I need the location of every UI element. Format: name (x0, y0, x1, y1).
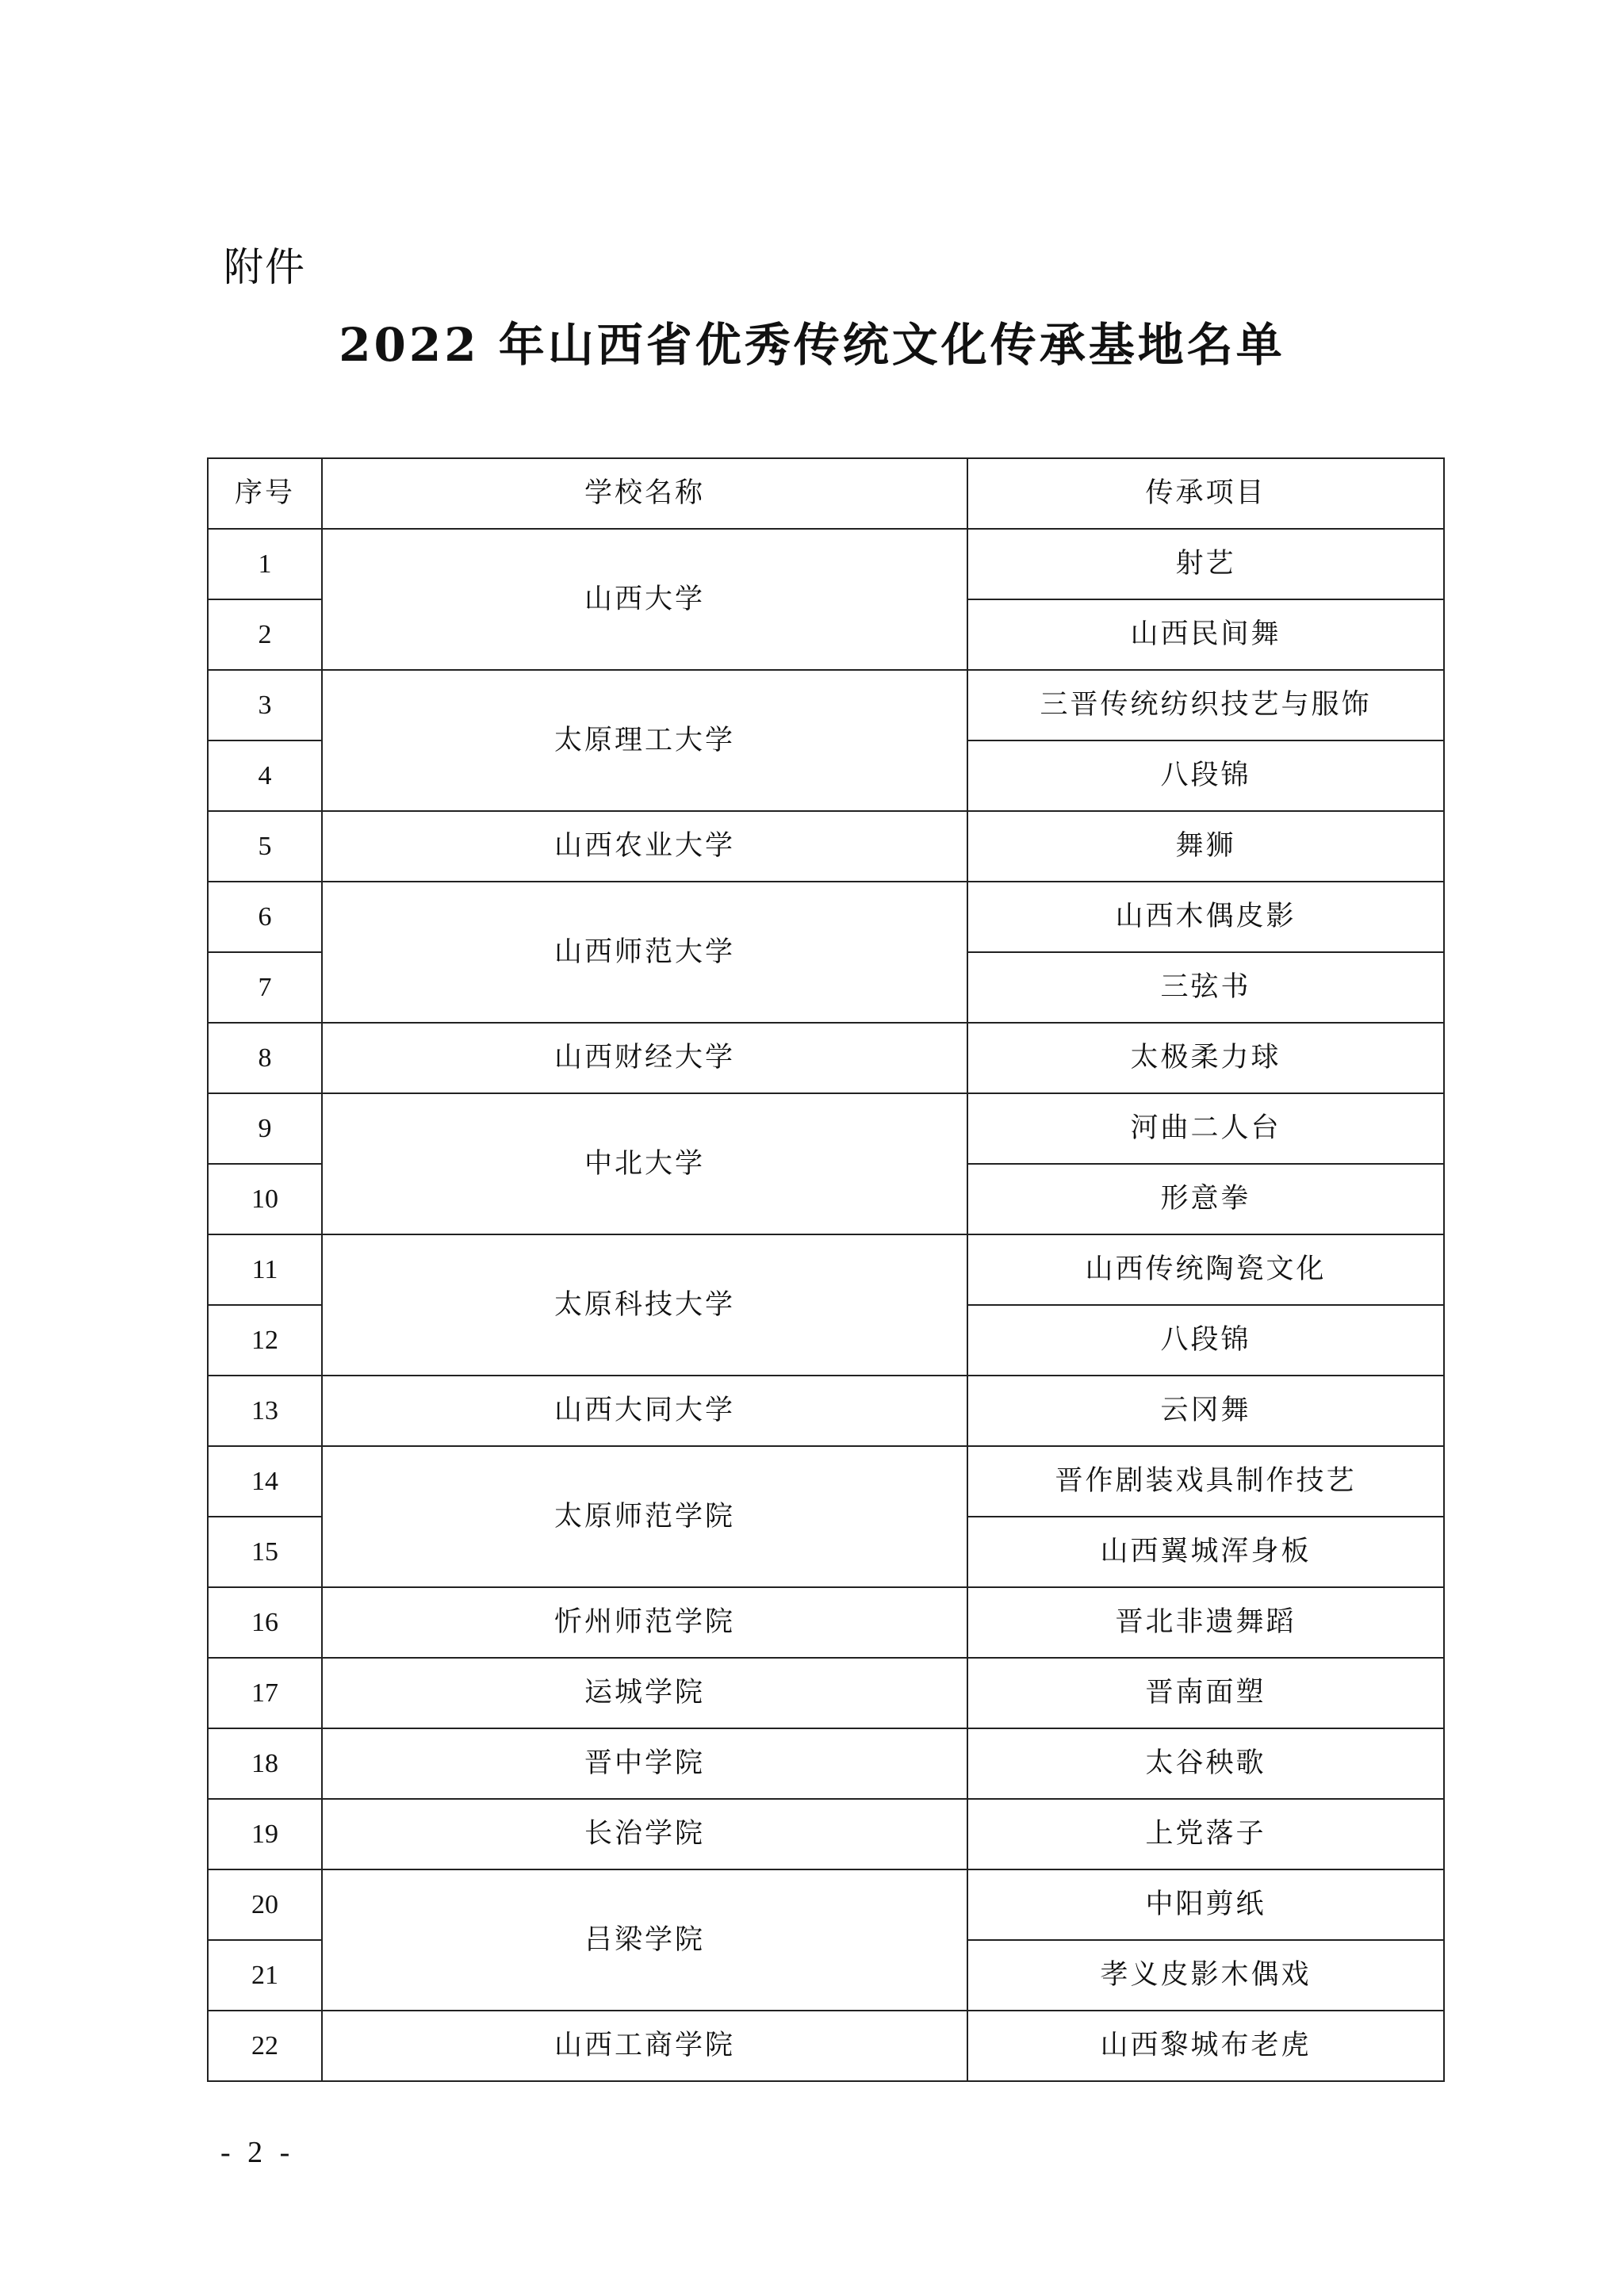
serial-number-cell: 11 (208, 1234, 322, 1305)
heritage-project-cell: 山西民间舞 (967, 599, 1444, 670)
heritage-project-cell: 八段锦 (967, 1305, 1444, 1376)
school-name-cell: 吕梁学院 (322, 1869, 967, 2011)
heritage-base-table (207, 457, 1445, 2082)
school-name-cell: 山西财经大学 (322, 1023, 967, 1093)
table-row (208, 1023, 1444, 1093)
heritage-project-cell: 上党落子 (967, 1799, 1444, 1869)
table-row (208, 1446, 1444, 1517)
serial-number-cell: 21 (208, 1940, 322, 2011)
table-row (208, 882, 1444, 952)
table-row (208, 1376, 1444, 1446)
serial-number-cell: 22 (208, 2011, 322, 2081)
header-school-name: 学校名称 (322, 458, 967, 529)
serial-number-cell: 4 (208, 740, 322, 811)
heritage-project-cell: 太极柔力球 (967, 1023, 1444, 1093)
heritage-project-cell: 山西木偶皮影 (967, 882, 1444, 952)
school-name-cell: 忻州师范学院 (322, 1587, 967, 1658)
heritage-project-cell: 晋南面塑 (967, 1658, 1444, 1728)
serial-number-cell: 19 (208, 1799, 322, 1869)
school-name-cell: 太原理工大学 (322, 670, 967, 811)
serial-number-cell: 20 (208, 1869, 322, 1940)
table-row (208, 1587, 1444, 1658)
heritage-project-cell: 晋北非遗舞蹈 (967, 1587, 1444, 1658)
serial-number-cell: 9 (208, 1093, 322, 1164)
serial-number-cell: 17 (208, 1658, 322, 1728)
school-name-cell: 太原师范学院 (322, 1446, 967, 1587)
heritage-project-cell: 孝义皮影木偶戏 (967, 1940, 1444, 2011)
heritage-project-cell: 八段锦 (967, 740, 1444, 811)
serial-number-cell: 2 (208, 599, 322, 670)
table-row (208, 1799, 1444, 1869)
serial-number-cell: 7 (208, 952, 322, 1023)
table-row (208, 1728, 1444, 1799)
school-name-cell: 运城学院 (322, 1658, 967, 1728)
heritage-project-cell: 三弦书 (967, 952, 1444, 1023)
heritage-project-cell: 太谷秧歌 (967, 1728, 1444, 1799)
heritage-project-cell: 晋作剧装戏具制作技艺 (967, 1446, 1444, 1517)
serial-number-cell: 14 (208, 1446, 322, 1517)
heritage-project-cell: 山西黎城布老虎 (967, 2011, 1444, 2081)
heritage-project-cell: 山西翼城浑身板 (967, 1517, 1444, 1587)
school-name-cell: 山西工商学院 (322, 2011, 967, 2081)
header-heritage-project: 传承项目 (967, 458, 1444, 529)
table-body (208, 529, 1444, 2081)
school-name-cell: 山西大同大学 (322, 1376, 967, 1446)
table-header-row (208, 458, 1444, 529)
table-row (208, 2011, 1444, 2081)
heritage-project-cell: 中阳剪纸 (967, 1869, 1444, 1940)
heritage-project-cell: 舞狮 (967, 811, 1444, 882)
school-name-cell: 山西农业大学 (322, 811, 967, 882)
serial-number-cell: 18 (208, 1728, 322, 1799)
school-name-cell: 太原科技大学 (322, 1234, 967, 1376)
table-row (208, 1658, 1444, 1728)
page-number: - 2 - (220, 2136, 295, 2169)
school-name-cell: 晋中学院 (322, 1728, 967, 1799)
table-row (208, 529, 1444, 599)
document-title: 2022 年山西省优秀传统文化传承基地名单 (339, 318, 1285, 372)
serial-number-cell: 6 (208, 882, 322, 952)
school-name-cell: 中北大学 (322, 1093, 967, 1234)
serial-number-cell: 1 (208, 529, 322, 599)
heritage-project-cell: 云冈舞 (967, 1376, 1444, 1446)
serial-number-cell: 3 (208, 670, 322, 740)
school-name-cell: 山西师范大学 (322, 882, 967, 1023)
table-row (208, 670, 1444, 740)
table-row (208, 811, 1444, 882)
heritage-project-cell: 射艺 (967, 529, 1444, 599)
heritage-project-cell: 形意拳 (967, 1164, 1444, 1234)
serial-number-cell: 16 (208, 1587, 322, 1658)
table-row (208, 1234, 1444, 1305)
heritage-project-cell: 河曲二人台 (967, 1093, 1444, 1164)
table-row (208, 1869, 1444, 1940)
school-name-cell: 山西大学 (322, 529, 967, 670)
serial-number-cell: 5 (208, 811, 322, 882)
serial-number-cell: 13 (208, 1376, 322, 1446)
serial-number-cell: 15 (208, 1517, 322, 1587)
serial-number-cell: 8 (208, 1023, 322, 1093)
header-serial-number: 序号 (208, 458, 322, 529)
heritage-project-cell: 山西传统陶瓷文化 (967, 1234, 1444, 1305)
heritage-project-cell: 三晋传统纺织技艺与服饰 (967, 670, 1444, 740)
attachment-label: 附件 (224, 244, 306, 290)
serial-number-cell: 12 (208, 1305, 322, 1376)
serial-number-cell: 10 (208, 1164, 322, 1234)
table-row (208, 1093, 1444, 1164)
school-name-cell: 长治学院 (322, 1799, 967, 1869)
